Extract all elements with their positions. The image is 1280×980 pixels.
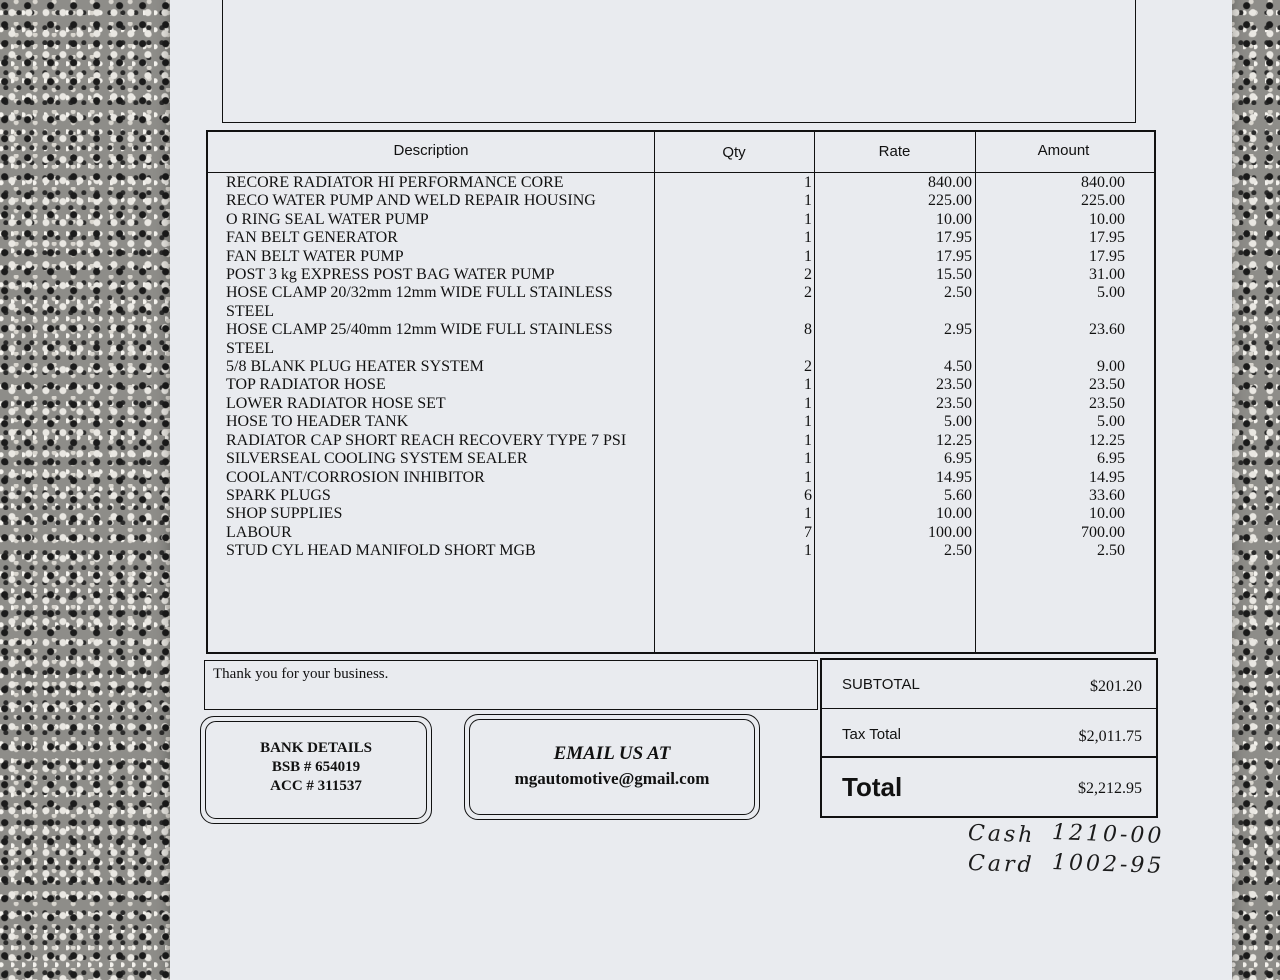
handwritten-card-label: Card (967, 850, 1035, 879)
email-address[interactable]: mgautomotive@gmail.com (514, 769, 710, 788)
thank-you-box (204, 660, 818, 710)
totals-box (820, 658, 1158, 818)
address-box (222, 0, 1136, 123)
handwritten-card-value: 1002-95 (1051, 850, 1165, 879)
line-items-table (206, 130, 1156, 654)
tax-value: $2,011.75 (1078, 728, 1142, 745)
bank-details-text: BANK DETAILS BSB # 654019 ACC # 311537 (260, 740, 372, 794)
subtotal-value: $201.20 (1090, 678, 1142, 695)
tax-label: Tax Total (842, 726, 901, 743)
email-inner-border (469, 719, 755, 815)
total-label: Total (842, 772, 903, 802)
header-rate: Rate (878, 143, 911, 160)
email-box (464, 714, 760, 820)
header-description: Description (393, 142, 469, 159)
header-divider (208, 172, 1154, 173)
handwritten-cash-label: Cash (967, 820, 1036, 849)
bank-details-box (200, 716, 432, 824)
thank-you-text: Thank you for your business. (213, 666, 389, 682)
subtotal-label: SUBTOTAL (842, 676, 920, 693)
header-amount: Amount (1037, 142, 1090, 159)
qty-column: 1 1 1 1 1 2 2 8 2 1 1 1 1 1 1 6 1 7 1 (804, 174, 812, 560)
description-column: RECORE RADIATOR HI PERFORMANCE CORE RECO WATER PUMP AND WELD REPAIR HOUSING O RING SEAL WATER PUMP FAN BELT GENERATOR FAN BELT WATER PUMP POST 3 kg EXPRESS POST BAG WATER PUMP HOSE CLAMP 20/32mm 12mm WIDE FULL STAINLESS STEEL HOSE CLAMP 25/40mm 12mm WIDE FULL STAINLESS STEEL 5/8 BLANK PLUG HEATER SYSTEM TOP RADIATOR HOSE LOWER RADIATOR HOSE SET HOSE TO HEADER TANK RADIATOR CAP SHORT REACH RECOVERY TYPE 7 PSI SILVERSEAL COOLING SYSTEM SEALER COOLANT/CORROSION INHIBITOR SPARK PLUGS SHOP SUPPLIES LABOUR STUD CYL HEAD MANIFOLD SHORT MGB (226, 174, 627, 560)
total-value: $2,212.95 (1078, 780, 1142, 797)
amount-column: 840.00 225.00 10.00 17.95 17.95 31.00 5.00 23.60 9.00 23.50 23.50 5.00 12.25 6.95 14.95 33.60 10.00 700.00 2.50 (1081, 174, 1125, 560)
email-heading: EMAIL US AT (553, 743, 671, 764)
rate-column: 840.00 225.00 10.00 17.95 17.95 15.50 2.50 2.95 4.50 23.50 23.50 5.00 12.25 6.95 14.95 5.60 10.00 100.00 2.50 (928, 174, 972, 560)
header-qty: Qty (722, 144, 746, 161)
totals-divider (822, 756, 1156, 758)
handwritten-cash-value: 1210-00 (1051, 820, 1165, 849)
totals-divider (822, 708, 1156, 709)
